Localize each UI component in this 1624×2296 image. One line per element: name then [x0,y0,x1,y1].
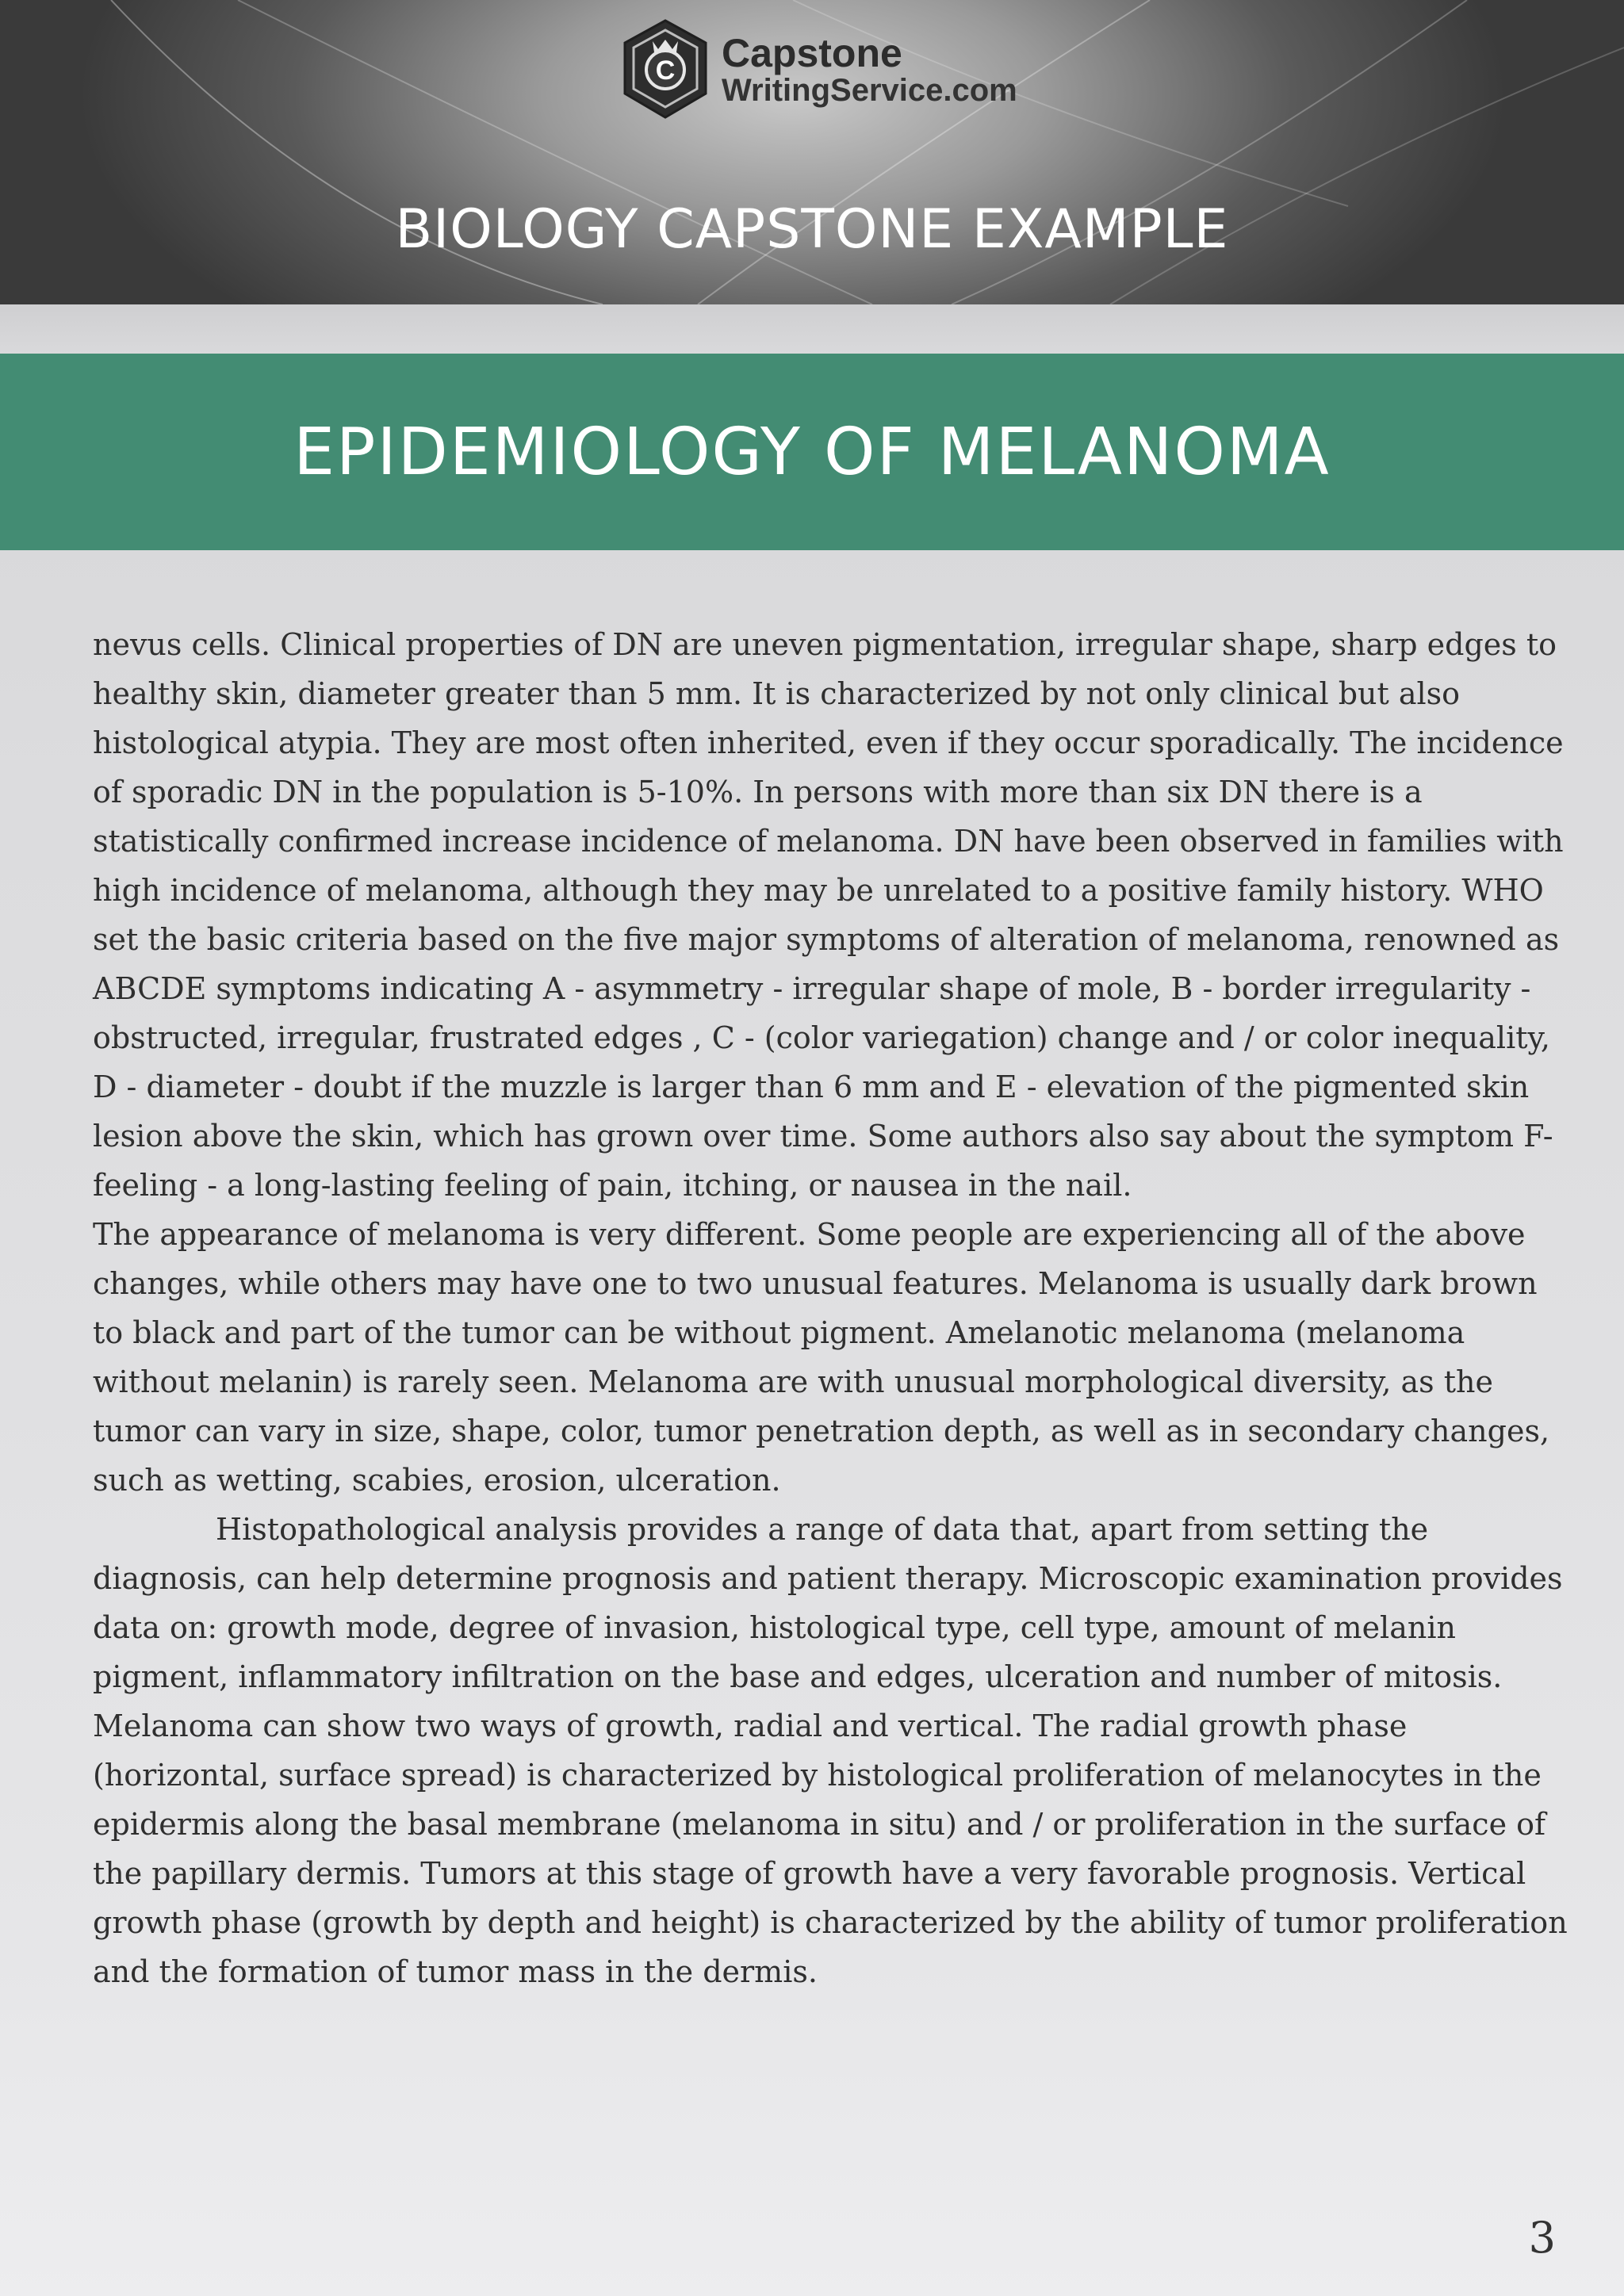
logo-badge-letter: C [655,55,676,86]
brand-name [722,30,1017,109]
brand-name-line2: WritingService.com [722,73,1017,109]
brand-logo[interactable] [619,17,1017,122]
brand-name-line1: Capstone [722,30,902,75]
body-paragraph: Histopathological analysis provides a range of data that, apart from setting the diagnosis, can help determine prognosis and patient therapy. Microscopic examination provides data on: growth mode, degree of invasion, histological type, cell type, amount of melanin pigment, inflammatory infiltration on the base and edges, ulceration and number of mitosis. Melanoma can show two ways of growth, radial and vertical. The radial growth phase (horizontal, surface spread) is characterized by histological proliferation of melanocytes in the epidermis along the basal membrane (melanoma in situ) and / or proliferation in the surface of the papillary dermis. Tumors at this stage of growth have a very favorable prognosis. Vertical growth phase (growth by depth and height) is characterized by the ability of tumor proliferation and the formation of tumor mass in the dermis. [93,1512,1568,1989]
section-banner [0,354,1624,550]
body-paragraph: nevus cells. Clinical properties of DN are uneven pigmentation, irregular shape, sharp edges to healthy skin, diameter greater than 5 mm. It is characterized by not only clinical but also histological atypia. They are most often inherited, even if they occur sporadically. The incidence of sporadic DN in the population is 5-10%. In persons with more than six DN there is a statistically confirmed increase incidence of melanoma. DN have been observed in families with high incidence of melanoma, although they may be unrelated to a positive family history. WHO set the basic criteria based on the five major symptoms of alteration of melanoma, renowned as ABCDE symptoms indicating A - asymmetry - irregular shape of mole, B - border irregularity - obstructed, irregular, frustrated edges , C - (color variegation) change and / or color inequality, D - diameter - doubt if the muzzle is larger than 6 mm and E - elevation of the pigmented skin lesion above the skin, which has grown over time. Some authors also say about the symptom F-feeling - a long-lasting feeling of pain, itching, or nausea in the nail. [93,627,1564,1203]
document-title: BIOLOGY CAPSTONE EXAMPLE [395,198,1229,261]
capstone-shield-logo-icon [619,17,712,122]
page-header [0,0,1624,304]
body-paragraph: The appearance of melanoma is very different. Some people are experiencing all of the above changes, while others may have one to two unusual features. Melanoma is usually dark brown to black and part of the tumor can be without pigment. Amelanotic melanoma (melanoma without melanin) is rarely seen. Melanoma are with unusual morphological diversity, as the tumor can vary in size, shape, color, tumor penetration depth, as well as in secondary changes, such as wetting, scabies, erosion, ulceration. [93,1217,1550,1498]
document-body [93,620,1568,1996]
page-number: 3 [1528,2213,1556,2263]
header-separator [0,304,1624,354]
section-title: EPIDEMIOLOGY OF MELANOMA [293,414,1331,490]
